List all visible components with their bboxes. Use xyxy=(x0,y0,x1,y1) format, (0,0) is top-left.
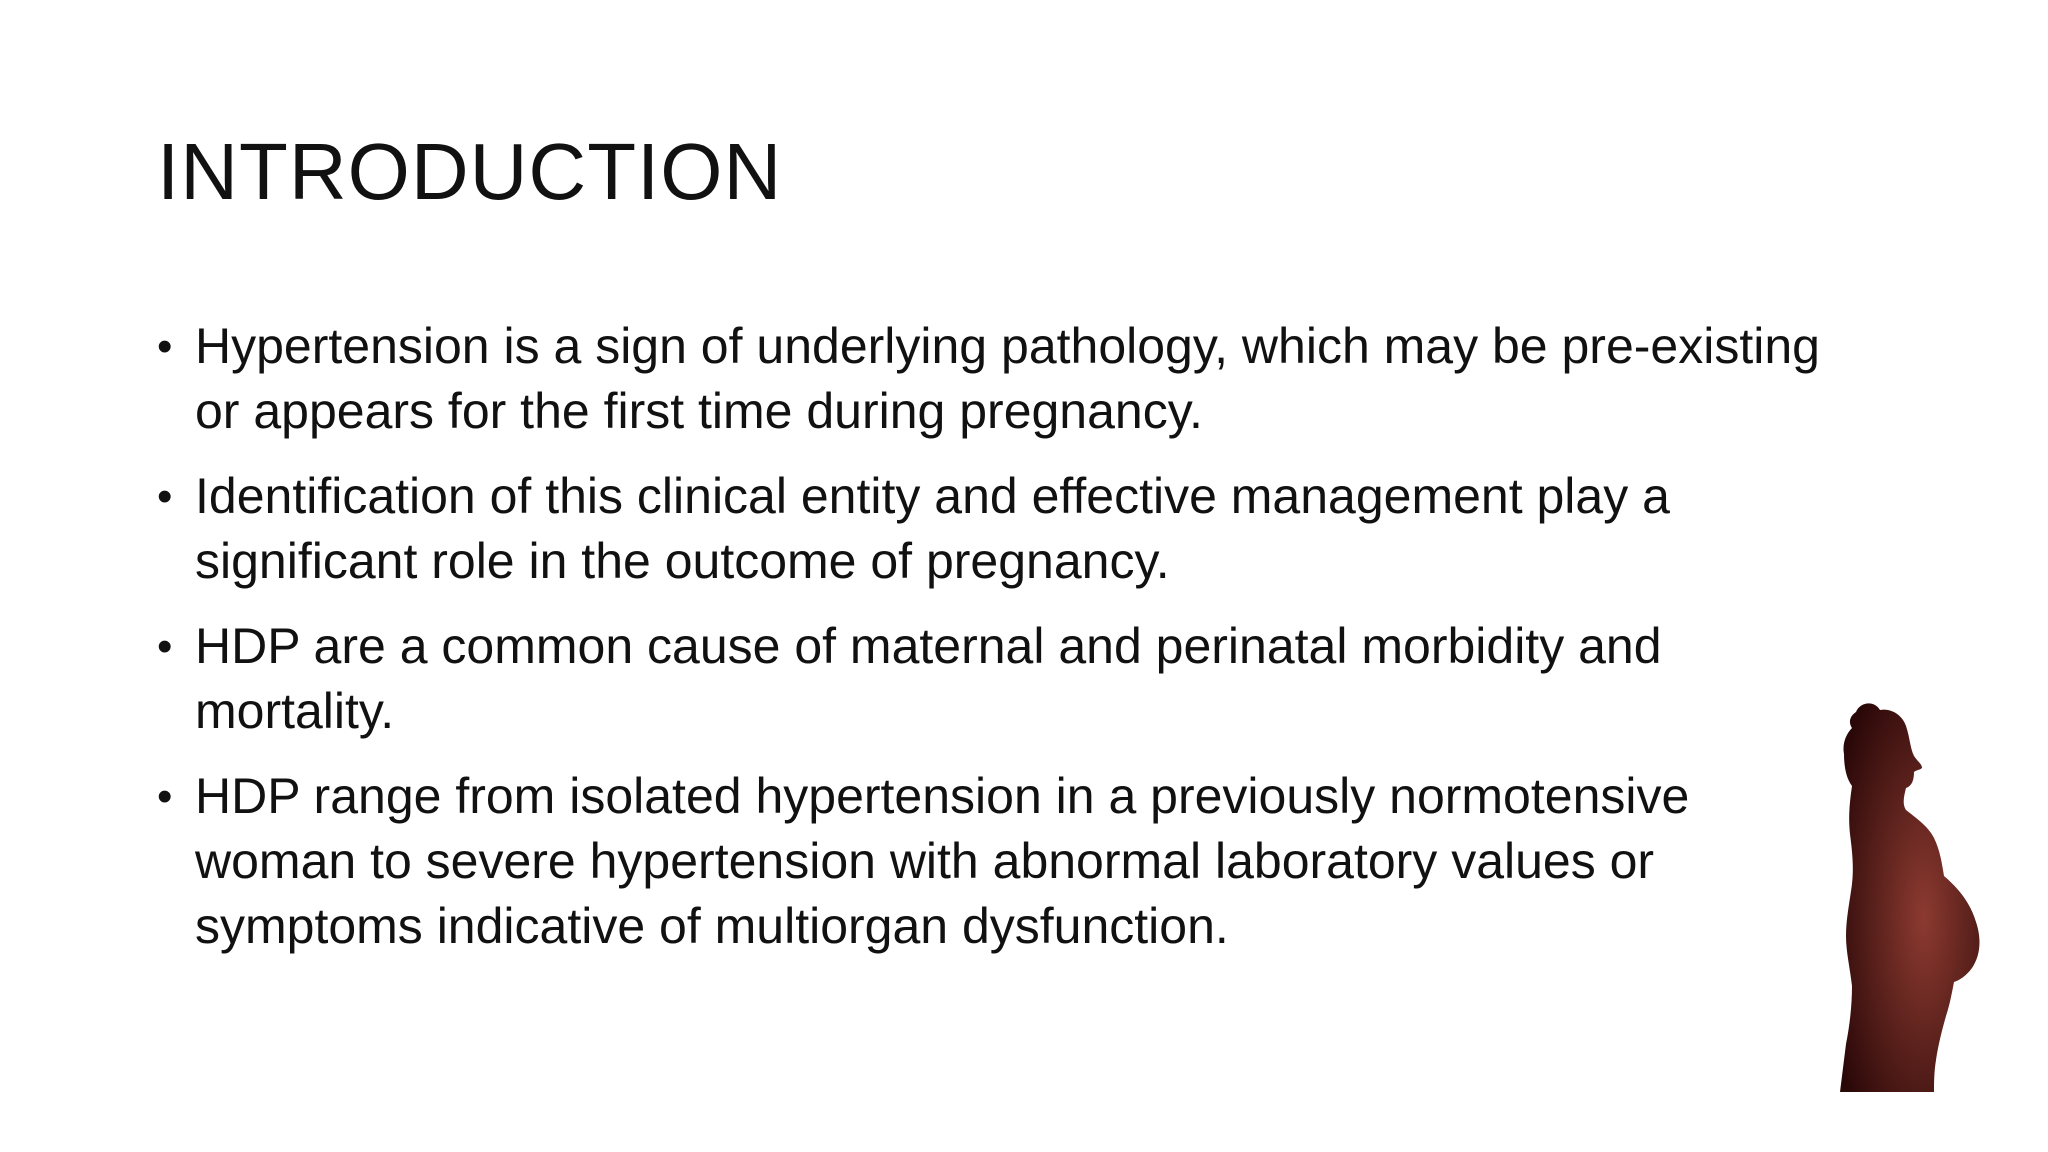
bullet-text: HDP are a common cause of maternal and perinatal morbidity and mortality. xyxy=(195,618,1662,739)
bullet-marker: • xyxy=(157,622,173,671)
bullet-marker: • xyxy=(157,472,173,521)
bullet-text: Identification of this clinical entity and effective management play a significant role in the outcome of pregnancy. xyxy=(195,468,1670,589)
bullet-item xyxy=(157,614,1857,744)
bullet-item xyxy=(157,314,1857,444)
slide-title: INTRODUCTION xyxy=(157,127,783,216)
silhouette-shape xyxy=(1840,703,1979,1092)
bullet-marker: • xyxy=(157,772,173,821)
bullet-list xyxy=(157,314,1857,979)
pregnant-woman-silhouette-icon xyxy=(1830,700,2048,1092)
bullet-item xyxy=(157,464,1857,594)
bullet-item xyxy=(157,764,1857,959)
bullet-marker: • xyxy=(157,322,173,371)
bullet-text: Hypertension is a sign of underlying pathology, which may be pre-existing or appears for the first time during pregnancy. xyxy=(195,318,1820,439)
bullet-text: HDP range from isolated hypertension in a previously normotensive woman to severe hypertension with abnormal laboratory values or symptoms indicative of multiorgan dysfunction. xyxy=(195,768,1690,954)
